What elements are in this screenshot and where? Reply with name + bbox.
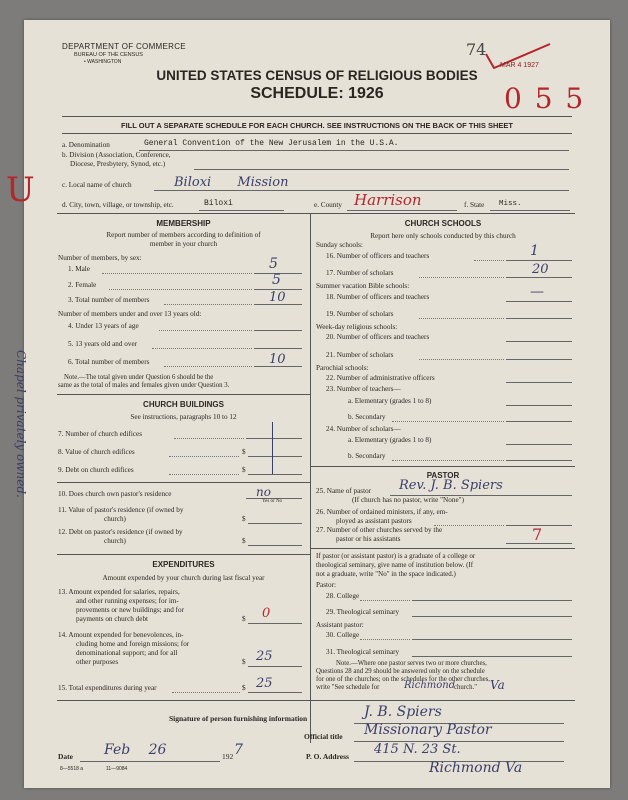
q25-pastor-name[interactable]: Rev. J. B. Spiers (399, 478, 503, 493)
signature-label: Signature of person furnishing information (169, 714, 308, 723)
q23b-label: b. Secondary (348, 413, 386, 421)
q14-label-3: denominational support; and for all (76, 649, 178, 657)
state-value[interactable]: Miss. (499, 200, 522, 208)
pastor-note-4b: church." (454, 684, 477, 691)
q29-label: 29. Theological seminary (326, 608, 400, 616)
local-name-label: c. Local name of church (62, 181, 132, 189)
yes-no-hint: Yes or No (262, 499, 283, 504)
q25-hint: (If church has no pastor, write "None") (352, 496, 464, 504)
date-year-printed: 192 (222, 752, 234, 761)
buildings-heading: CHURCH BUILDINGS (143, 400, 224, 409)
q15-dollar: $ (242, 684, 246, 692)
print-code-2: 11—9084 (106, 766, 128, 772)
q1-label: 1. Male (68, 265, 90, 273)
division-label: b. Division (Association, Conference, (62, 151, 171, 159)
pastor-note-handwritten[interactable]: Richmond (404, 680, 456, 691)
q23a-label: a. Elementary (grades 1 to 8) (348, 397, 432, 405)
dept-name: DEPARTMENT OF COMMERCE (62, 42, 186, 51)
q3-label: 3. Total number of members (68, 296, 150, 304)
margin-handwritten-note: Chapel privately owned. (14, 350, 28, 498)
bureau-city: • WASHINGTON (84, 59, 122, 65)
q25-label: 25. Name of pastor (316, 487, 372, 495)
q13-dollar: $ (242, 615, 246, 623)
official-title-label: Official title (304, 732, 343, 741)
census-schedule-sheet (6, 20, 610, 788)
membership-intro: Report number of members according to definition of (106, 231, 261, 239)
graduate-instruction-2: theological seminary, give name of institution below. (If (316, 561, 474, 569)
q27-answer[interactable]: 7 (532, 525, 543, 544)
q16-answer[interactable]: 1 (530, 243, 539, 259)
age-intro: Number of members under and over 13 years old: (58, 310, 202, 318)
graduate-instruction: If pastor (or assistant pastor) is a graduate of a college or (316, 552, 476, 560)
q23-label: 23. Number of teachers— (326, 385, 401, 393)
q24-label: 24. Number of scholars— (326, 425, 401, 433)
q26-label-2: ployed as assistant pastors (336, 517, 412, 525)
q14-label-4: other purposes (76, 658, 119, 666)
summer-schools-label: Summer vacation Bible schools: (316, 282, 410, 290)
schools-intro: Report here only schools conducted by this church (370, 232, 516, 240)
q1-male-answer[interactable]: 5 (269, 256, 278, 272)
state-label: f. State (464, 201, 485, 209)
q8-label: 8. Value of church edifices (58, 448, 135, 456)
address-value[interactable]: 415 N. 23 St. (374, 742, 461, 757)
q24a-label: a. Elementary (grades 1 to 8) (348, 436, 432, 444)
q4-label: 4. Under 13 years of age (68, 322, 139, 330)
q13-answer[interactable]: 0 (262, 606, 271, 621)
q30-label: 30. College (326, 631, 360, 639)
city-label: d. City, town, village, or township, etc. (62, 201, 174, 209)
q12-label: 12. Debt on pastor's residence (if owned by (58, 528, 183, 536)
denomination-value[interactable]: General Convention of the New Jerusalem in the U.S.A. (144, 139, 399, 148)
q20-label: 20. Number of officers and teachers (326, 333, 430, 341)
buildings-intro: See instructions, paragraphs 10 to 12 (130, 413, 237, 421)
form-title: UNITED STATES CENSUS OF RELIGIOUS BODIES (156, 68, 478, 83)
q11-label-2: church) (104, 515, 126, 523)
sunday-schools-label: Sunday schools: (316, 241, 363, 249)
print-code: 8—5518 a (60, 766, 84, 772)
membership-heading: MEMBERSHIP (156, 219, 211, 228)
q2-female-answer[interactable]: 5 (272, 272, 281, 288)
local-name-value[interactable]: Biloxi Mission (174, 175, 289, 190)
q12-label-2: church) (104, 537, 126, 545)
q28-label: 28. College (326, 592, 360, 600)
denomination-label: a. Denomination (62, 141, 110, 149)
q14-label-2: cluding home and foreign missions; for (76, 640, 190, 648)
q13-label-3: provements or new buildings; and for (76, 606, 184, 614)
date-value[interactable]: Feb 26 (104, 742, 167, 758)
expenditures-intro: Amount expended by your church during last fiscal year (102, 574, 265, 582)
q9-label: 9. Debt on church edifices (58, 466, 134, 474)
q14-answer[interactable]: 25 (256, 649, 273, 664)
q13-label-4: payments on church debt (76, 615, 149, 623)
instruction-line: FILL OUT A SEPARATE SCHEDULE FOR EACH CHURCH. SEE INSTRUCTIONS ON THE BACK OF THIS SHEET (121, 121, 513, 130)
parochial-schools-label: Parochial schools: (316, 364, 369, 372)
q2-label: 2. Female (68, 281, 97, 289)
pastor-heading: PASTOR (426, 471, 460, 480)
schools-heading: CHURCH SCHOOLS (404, 219, 482, 228)
q3-total-answer[interactable]: 10 (269, 290, 286, 305)
membership-note: Note.—The total given under Question 6 should be the (64, 374, 214, 381)
q5-label: 5. 13 years old and over (68, 340, 138, 348)
county-label: e. County (314, 201, 342, 209)
q13-label-2: and other running expenses; for im- (76, 597, 179, 605)
bureau-name: BUREAU OF THE CENSUS (74, 52, 143, 58)
assistant-pastor-sublabel: Assistant pastor: (316, 621, 364, 629)
q15-label: 15. Total expenditures during year (58, 684, 157, 692)
q19-label: 19. Number of scholars (326, 310, 394, 318)
q11-dollar: $ (242, 515, 246, 523)
signature-value[interactable]: J. B. Spiers (364, 704, 442, 720)
q15-answer[interactable]: 25 (256, 676, 273, 691)
schedule-title: SCHEDULE: 1926 (250, 85, 384, 102)
q24b-label: b. Secondary (348, 452, 386, 460)
pastor-sublabel: Pastor: (316, 581, 336, 589)
q14-dollar: $ (242, 658, 246, 666)
q26-label: 26. Number of ordained ministers, if any, em- (316, 508, 448, 516)
q27-label: 27. Number of other churches served by the (316, 526, 443, 534)
q31-label: 31. Theological seminary (326, 648, 400, 656)
membership-note-2: same as the total of males and females given under Question 3. (58, 382, 230, 389)
q18-label: 18. Number of officers and teachers (326, 293, 430, 301)
weekday-schools-label: Week-day religious schools: (316, 323, 398, 331)
pastor-note-4: write "See schedule for (316, 684, 380, 691)
address-value-2[interactable]: Richmond Va (429, 760, 523, 776)
date-year-handwritten[interactable]: 7 (234, 742, 243, 758)
q6-total-answer[interactable]: 10 (269, 352, 286, 367)
graduate-instruction-3: not a graduate, write "No" in the space indicated.) (316, 570, 456, 578)
q10-label: 10. Does church own pastor's residence (58, 490, 172, 498)
county-value[interactable]: Harrison (354, 191, 422, 209)
division-label-2: Diocese, Presbytery, Synod, etc.) (70, 160, 166, 168)
date-label: Date (58, 752, 73, 761)
margin-red-mark: U (6, 170, 35, 210)
q9-dollar: $ (242, 466, 246, 474)
q7-label: 7. Number of church edifices (58, 430, 143, 438)
received-stamp: MAR 4 1927 (500, 62, 539, 69)
membership-intro-2: member in your church (149, 240, 218, 248)
q10-answer[interactable]: no (256, 485, 271, 499)
pastor-note-handwritten-2[interactable]: Va (490, 678, 505, 692)
pastor-note-3: for one of the churches; on the schedules for the other churches, (316, 676, 491, 683)
q8-dollar: $ (242, 448, 246, 456)
q6-label: 6. Total number of members (68, 358, 150, 366)
buildings-dash-stroke (272, 422, 273, 474)
q14-label: 14. Amount expended for benevolences, in- (58, 631, 184, 639)
by-sex-label: Number of members, by sex: (58, 254, 142, 262)
expenditures-heading: EXPENDITURES (152, 560, 215, 569)
official-title-value[interactable]: Missionary Pastor (364, 722, 492, 738)
address-label: P. O. Address (306, 752, 349, 761)
q18-answer[interactable]: — (530, 284, 544, 300)
city-value[interactable]: Biloxi (204, 199, 233, 208)
pastor-note-2: Questions 28 and 29 should be answered only on the schedule (316, 668, 485, 675)
q12-dollar: $ (242, 537, 246, 545)
pastor-note: Note.—Where one pastor serves two or more churches, (336, 660, 487, 667)
q17-label: 17. Number of scholars (326, 269, 394, 277)
form-number: 74 (466, 40, 487, 59)
q22-label: 22. Number of administrative officers (326, 374, 435, 382)
q13-label: 13. Amount expended for salaries, repairs, (58, 588, 180, 596)
q11-label: 11. Value of pastor's residence (if owned by (58, 506, 184, 514)
q17-answer[interactable]: 20 (532, 262, 549, 277)
q21-label: 21. Number of scholars (326, 351, 394, 359)
red-handwritten-code: 0 5 5 (504, 82, 586, 115)
q27-label-2: pastor or his assistants (336, 535, 401, 543)
q16-label: 16. Number of officers and teachers (326, 252, 430, 260)
